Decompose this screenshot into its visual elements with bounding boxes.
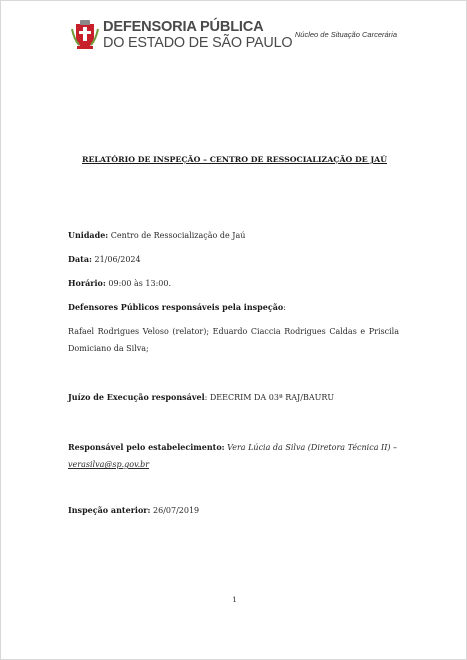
field-juizo (68, 391, 334, 405)
unit-name: Núcleo de Situação Carcerária (294, 30, 397, 39)
field-responsavel (68, 439, 399, 473)
responsavel-email-link[interactable]: verasilva@sp.gov.br (68, 460, 150, 469)
field-defensores (68, 301, 286, 315)
unidade-label: Unidade: (68, 230, 109, 240)
field-data (68, 253, 141, 267)
defensores-label: Defensores Públicos responsáveis pela inspeção (68, 302, 284, 312)
inspecao-label: Inspeção anterior: (68, 505, 151, 515)
sao-paulo-coat-of-arms-icon (71, 19, 99, 51)
horario-label: Horário: (68, 278, 106, 288)
juizo-value: : DEECRIM DA 03ª RAJ/BAURU (204, 393, 335, 402)
report-title: RELATÓRIO DE INSPEÇÃO – CENTRO DE RESSOCIALIZAÇÃO DE JAÚ (81, 155, 388, 164)
field-unidade (68, 229, 245, 243)
responsavel-value: Vera Lúcia da Silva (Diretora Técnica II) – (224, 443, 398, 452)
unidade-value: Centro de Ressocialização de Jaú (108, 231, 246, 240)
horario-value: 09:00 às 13:00. (105, 279, 171, 288)
data-label: Data: (68, 254, 92, 264)
logo-title: DEFENSORIA PÚBLICA (103, 19, 264, 35)
defensores-colon: : (283, 303, 286, 312)
field-horario (68, 277, 171, 291)
logo-subtitle: DO ESTADO DE SÃO PAULO (103, 34, 293, 51)
defensoria-logo (71, 18, 292, 52)
inspecao-value: 26/07/2019 (150, 506, 200, 515)
juizo-label: Juízo de Execução responsável (68, 392, 205, 402)
field-inspecao-anterior (68, 504, 199, 518)
page-number: 1 (232, 595, 237, 604)
responsavel-label: Responsável pelo estabelecimento: (68, 442, 225, 452)
data-value: 21/06/2024 (91, 255, 141, 264)
defensores-names: Rafael Rodrigues Veloso (relator); Eduardo Ciaccia Rodrigues Caldas e Priscila Domiciano da Silva; (68, 327, 399, 353)
